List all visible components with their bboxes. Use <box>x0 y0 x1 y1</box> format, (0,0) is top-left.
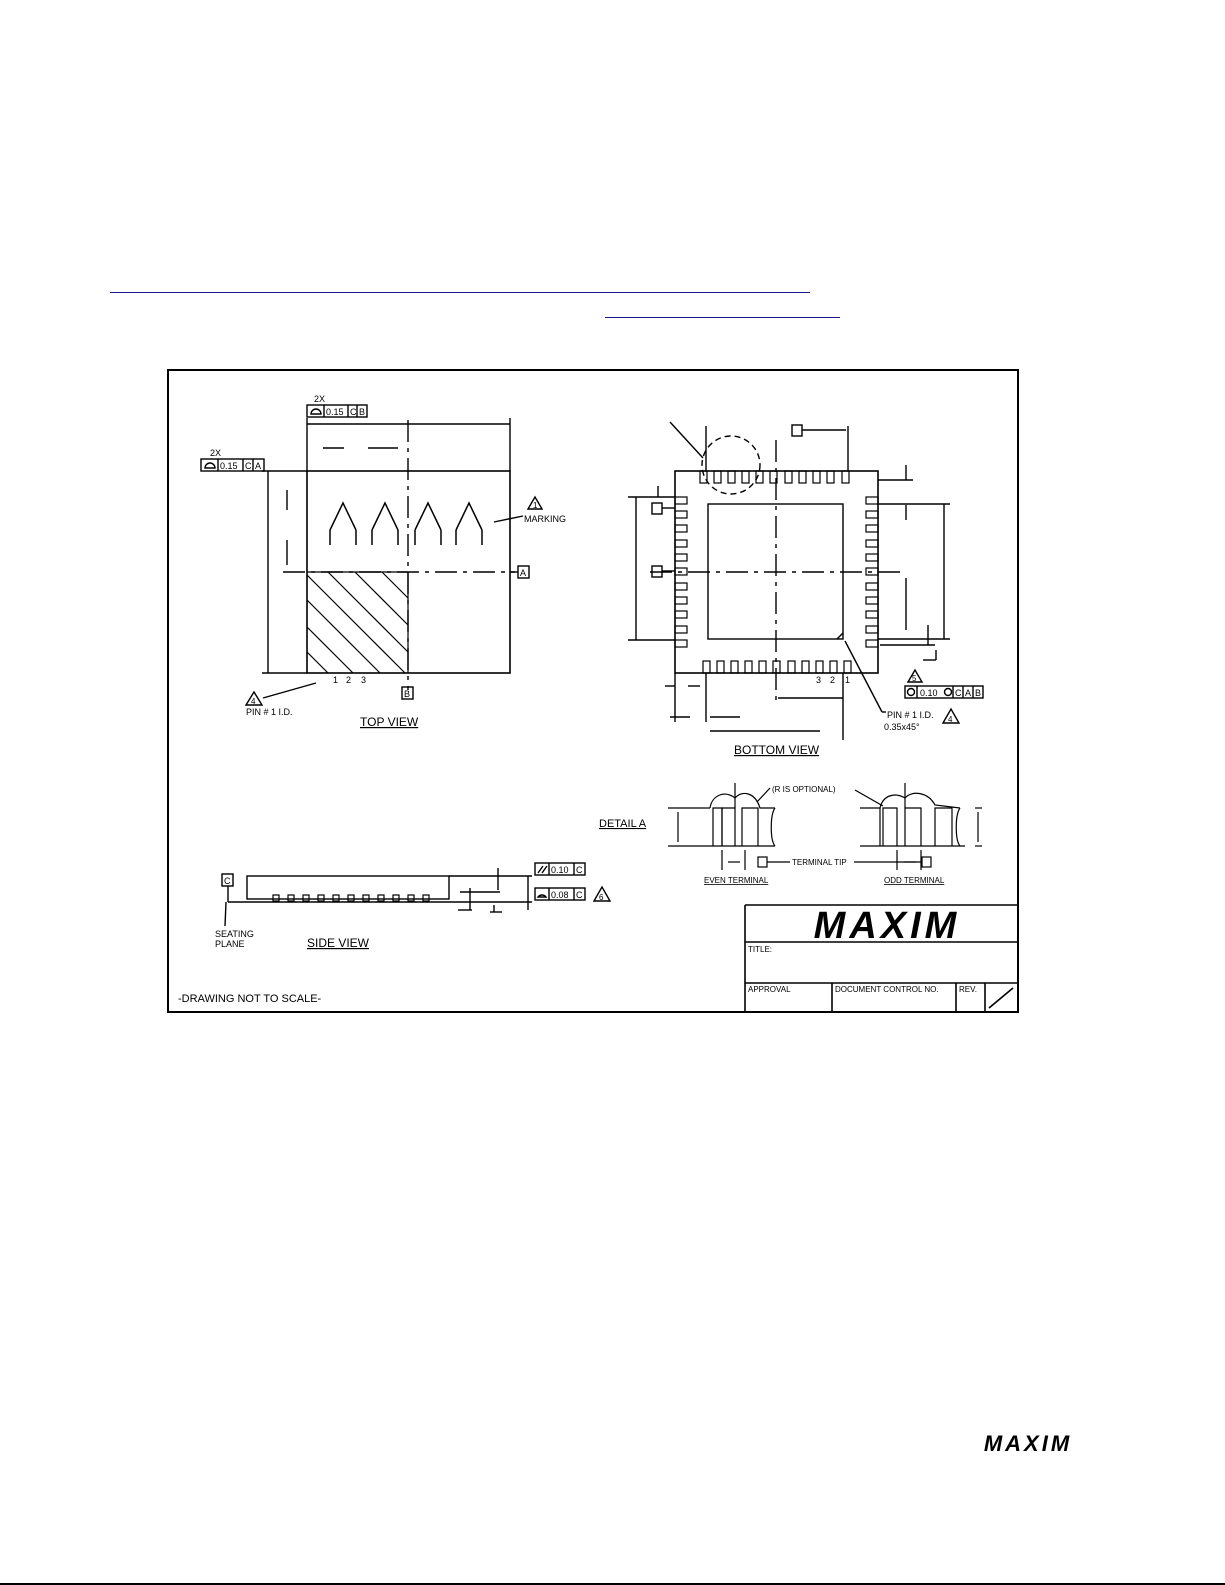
note-5: 5 <box>912 674 917 683</box>
bottom-view-title: BOTTOM VIEW <box>734 743 820 757</box>
title-block-title: TITLE: <box>748 945 773 954</box>
top-pin-3: 3 <box>361 675 367 685</box>
top-tol-ref2: B <box>359 407 366 417</box>
left-tol-value: 0.15 <box>220 461 238 471</box>
left-tol-ref1: C <box>245 461 252 471</box>
parallel-tol-ref: C <box>576 865 583 875</box>
top-pin-1: 1 <box>333 675 339 685</box>
top-view <box>201 405 542 705</box>
terminal-tip-label: TERMINAL TIP <box>792 858 847 867</box>
datum-c: C <box>224 876 231 886</box>
bottom-pin-3: 3 <box>816 675 822 685</box>
title-block-doc-control: DOCUMENT CONTROL NO. <box>835 985 939 994</box>
seating-plane-1: SEATING <box>215 929 254 939</box>
top-pin1-label: PIN # 1 I.D. <box>246 707 293 717</box>
even-terminal-label: EVEN TERMINAL <box>704 876 769 885</box>
side-view-title: SIDE VIEW <box>307 936 370 950</box>
top-pin1-note: 4 <box>251 697 256 706</box>
flat-tol-ref: C <box>576 890 583 900</box>
top-view-title: TOP VIEW <box>360 715 419 729</box>
pads-top <box>700 471 849 483</box>
marking-note: 1 <box>533 501 538 510</box>
bottom-pin1-note: 4 <box>948 715 953 724</box>
side-terminals <box>273 895 429 901</box>
pads-bottom <box>703 661 851 673</box>
bottom-pin1-chamfer: 0.35x45° <box>884 722 920 732</box>
top-tol-count: 2X <box>314 394 326 404</box>
bottom-tol-ref2: A <box>965 688 972 698</box>
marking-symbols <box>330 503 482 545</box>
not-to-scale-note: -DRAWING NOT TO SCALE- <box>178 993 322 1005</box>
bottom-tol-ref1: C <box>955 688 962 698</box>
top-tol-ref1: C <box>350 407 357 417</box>
odd-terminal-label: ODD TERMINAL <box>884 876 945 885</box>
marking-label: MARKING <box>524 514 567 524</box>
drawing-logo: MAXIM <box>813 905 961 947</box>
datum-a: A <box>520 568 527 578</box>
r-optional-note: (R IS OPTIONAL) <box>772 785 836 794</box>
bottom-pin-1: 1 <box>845 675 851 685</box>
left-tol-ref2: A <box>255 461 262 471</box>
title-block-rev: REV. <box>959 985 977 994</box>
flat-tol-value: 0.08 <box>551 890 569 900</box>
detail-a-circle <box>702 436 760 494</box>
detail-a-title: DETAIL A <box>599 818 647 830</box>
left-tol-count: 2X <box>210 448 222 458</box>
pin1-hatch <box>307 572 408 673</box>
parallel-tol-value: 0.10 <box>551 865 569 875</box>
datum-b: B <box>404 689 411 699</box>
bottom-tol-ref3: B <box>975 688 982 698</box>
note-6: 6 <box>599 893 604 902</box>
footer-logo: MAXIM <box>983 1431 1073 1456</box>
title-block-approval: APPROVAL <box>748 985 791 994</box>
detail-a <box>668 783 982 870</box>
top-pin-2: 2 <box>346 675 352 685</box>
top-tol-value: 0.15 <box>326 407 344 417</box>
bottom-pin-2: 2 <box>830 675 836 685</box>
bottom-tol-value: 0.10 <box>920 688 938 698</box>
seating-plane-2: PLANE <box>215 939 245 949</box>
bottom-pin1-label: PIN # 1 I.D. <box>887 710 934 720</box>
